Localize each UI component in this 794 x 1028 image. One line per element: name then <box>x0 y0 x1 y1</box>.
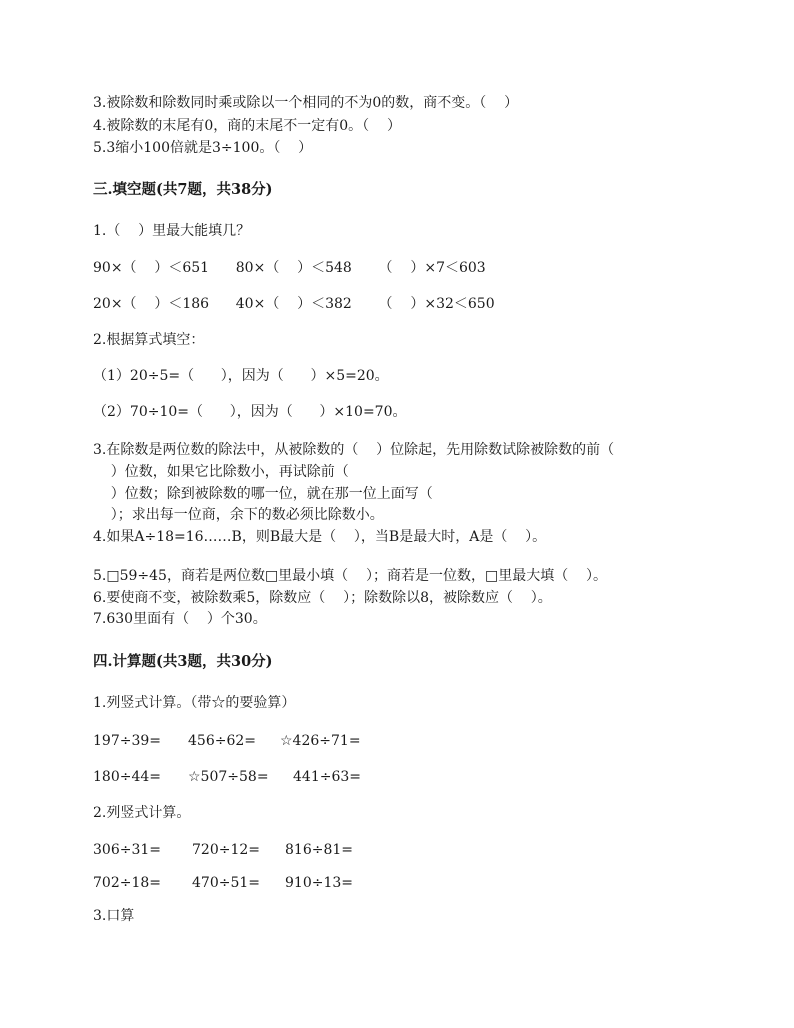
calc-q3-prompt: 3.口算 <box>93 908 135 924</box>
calc-q1-r2-c2: ☆507÷58= <box>188 769 269 785</box>
calc-q1-r1-c1: 197÷39= <box>93 733 161 749</box>
judgement-item-5: 5.3缩小100倍就是3÷100。（ ） <box>93 140 313 156</box>
fill-q2-a: （1）20÷5=（ ），因为（ ）×5=20。 <box>93 368 389 384</box>
calc-q2-r1-c2: 720÷12= <box>192 842 260 858</box>
section-title-calculation: 四.计算题(共3题，共30分) <box>93 653 273 670</box>
calc-q1-r1-c3: ☆426÷71= <box>280 733 361 749</box>
calc-q1-r2-c1: 180÷44= <box>93 769 161 785</box>
judgement-item-4: 4.被除数的末尾有0，商的末尾不一定有0。（ ） <box>93 118 401 134</box>
calc-q2-r1-c1: 306÷31= <box>93 842 161 858</box>
fill-q2-b: （2）70÷10=（ ），因为（ ）×10=70。 <box>93 404 407 420</box>
calc-q2-prompt: 2.列竖式计算。 <box>93 805 191 821</box>
fill-q1-row2: 20×（ ）＜186 40×（ ）＜382 （ ）×32＜650 <box>93 296 495 312</box>
fill-q1-row1: 90×（ ）＜651 80×（ ）＜548 （ ）×7＜603 <box>93 260 486 276</box>
section-title-fill-in: 三.填空题(共7题，共38分) <box>93 181 273 198</box>
fill-q3-line1: 3.在除数是两位数的除法中，从被除数的（ ）位除起，先用除数试除被除数的前（ <box>93 442 615 458</box>
fill-q4: 4.如果A÷18=16……B，则B最大是（ ），当B是最大时，A是（ ）。 <box>93 529 547 545</box>
calc-q2-r2-c2: 470÷51= <box>192 875 260 891</box>
fill-q7: 7.630里面有（ ）个30。 <box>93 611 267 627</box>
fill-q1-prompt: 1.（ ）里最大能填几？ <box>93 223 251 239</box>
calc-q2-r2-c1: 702÷18= <box>93 875 161 891</box>
calc-q1-r2-c3: 441÷63= <box>293 769 361 785</box>
calc-q2-r2-c3: 910÷13= <box>285 875 353 891</box>
calc-q2-r1-c3: 816÷81= <box>285 842 353 858</box>
fill-q3-line4: ）；求出每一位商，余下的数必须比除数小。 <box>93 507 384 523</box>
calc-q1-r1-c2: 456÷62= <box>188 733 256 749</box>
fill-q2-prompt: 2.根据算式填空： <box>93 332 205 348</box>
fill-q6: 6.要使商不变，被除数乘5，除数应（ ）；除数除以8，被除数应（ ）。 <box>93 590 552 606</box>
calc-q1-prompt: 1.列竖式计算。（带☆的要验算） <box>93 695 296 711</box>
fill-q3-line2: ）位数，如果它比除数小，再试除前（ <box>93 464 349 480</box>
fill-q3-line3: ）位数；除到被除数的哪一位，就在那一位上面写（ <box>93 486 433 502</box>
fill-q5: 5.□59÷45，商若是两位数□里最小填（ ）；商若是一位数，□里最大填（ ）。 <box>93 568 607 584</box>
judgement-item-3: 3.被除数和除数同时乘或除以一个相同的不为0的数，商不变。（ ） <box>93 95 519 111</box>
